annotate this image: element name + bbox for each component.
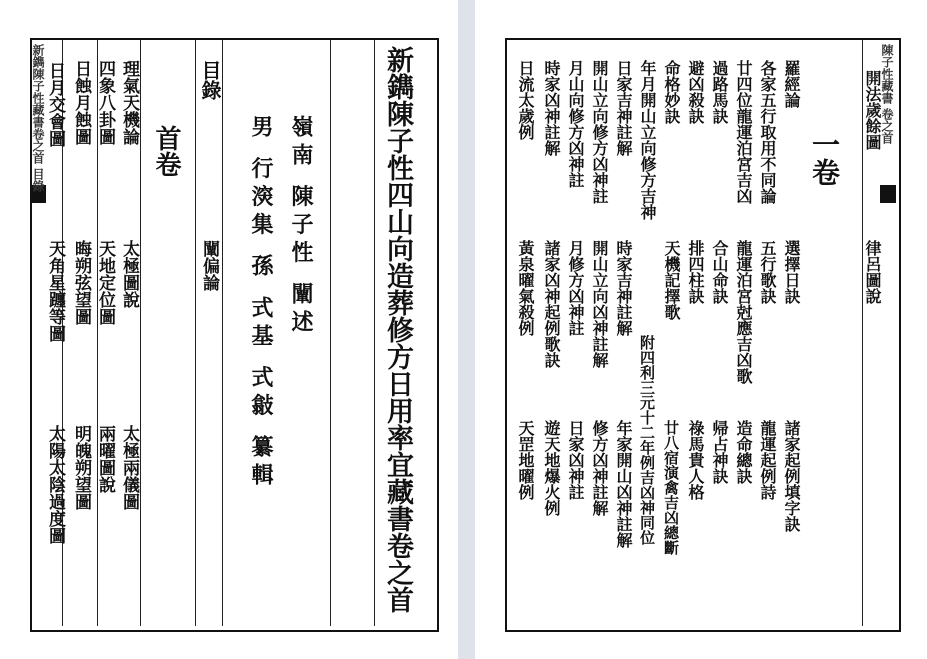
left-page [0, 0, 458, 659]
toc-item: 開法歲餘圖 [863, 70, 882, 150]
toc-item: 時家凶神註解 [542, 60, 561, 156]
toc-item: 太極兩儀圖 [119, 425, 139, 510]
toc-item: 合山命訣 [710, 240, 729, 304]
toc-item: 選擇日訣 [782, 240, 801, 304]
toc-item: 明魄朔望圖 [71, 425, 91, 510]
author-line: 男 行㴱集 孫 式基 式㪧 纂輯 [248, 115, 274, 492]
toc-item: 帰占神訣 [710, 420, 729, 484]
toc-item: 各家五行取用不同論 [758, 60, 777, 204]
toc-item: 五行歌訣 [758, 240, 777, 304]
toc-item: 日家吉神註解 [614, 60, 633, 156]
author-line: 嶺南 陳子性 闡述 [288, 115, 314, 339]
column-rule [374, 40, 375, 626]
toc-item: 黃泉曜氣殺例 [516, 240, 535, 336]
column-rule [195, 40, 196, 626]
toc-item: 諸家起例填字訣 [782, 420, 801, 532]
right-page-frame [505, 38, 901, 632]
toc-item: 排四柱訣 [686, 240, 705, 304]
toc-item: 闡偏論 [199, 240, 219, 291]
toc-item: 龍運起例詩 [758, 420, 777, 500]
toc-item: 附四利三元十二年例吉凶神同位 [638, 335, 656, 545]
toc-item: 諸家凶神起例歌訣 [542, 240, 561, 368]
fold-edge-text: 新鐫陳子性藏書卷之首 目錄 [31, 44, 45, 193]
column-rule [222, 40, 223, 626]
volume-heading: 首卷 [151, 125, 181, 177]
toc-item: 四象八卦圖 [95, 60, 115, 145]
toc-item: 太極圖說 [119, 240, 139, 308]
toc-item: 日蝕月蝕圖 [71, 60, 91, 145]
toc-item: 日家凶神註 [566, 420, 585, 500]
toc-item: 開山立向凶神註解 [590, 240, 609, 368]
toc-item: 晦朔弦望圖 [71, 240, 91, 325]
toc-item: 天機記擇歌 [662, 240, 681, 320]
toc-item: 太陽太陰過度圖 [45, 425, 65, 544]
left-page-frame [30, 38, 439, 632]
toc-item: 年家開山凶神註解 [614, 420, 633, 548]
toc-heading: 目錄 [198, 60, 222, 100]
toc-item: 律呂圖說 [863, 240, 882, 304]
toc-item: 日流太歲例 [516, 60, 535, 140]
volume-heading: 一卷 [808, 130, 841, 186]
toc-item: 廿八宿演禽吉凶總斷 [662, 420, 680, 555]
toc-item: 龍運泊宮尅應吉凶歌 [734, 240, 753, 384]
fold-band [880, 185, 896, 203]
toc-item: 羅經論 [782, 60, 801, 108]
column-rule [330, 40, 331, 626]
toc-item: 修方凶神註解 [590, 420, 609, 516]
right-page [475, 0, 927, 659]
toc-item: 天罡地曜例 [516, 420, 535, 500]
toc-item: 天角星躔等圖 [45, 240, 65, 342]
toc-item: 過路馬訣 [710, 60, 729, 124]
toc-item: 廿四位龍運泊宮吉凶 [734, 60, 753, 204]
toc-item: 命格妙訣 [662, 60, 681, 124]
toc-item: 兩曜圖說 [95, 425, 115, 493]
toc-item: 避凶殺訣 [686, 60, 705, 124]
toc-item: 日月交會圖 [45, 62, 65, 147]
toc-item: 月修方凶神註 [566, 240, 585, 336]
toc-item: 造命總訣 [734, 420, 753, 484]
toc-item: 理氣天機論 [119, 60, 139, 145]
page-gutter [458, 0, 475, 659]
book-title: 新鐫陳子性四山向造葬修方日用率宜藏書卷之首 [382, 46, 413, 613]
toc-item: 年月開山立向修方吉神 [638, 60, 657, 220]
column-rule [140, 40, 141, 626]
toc-item: 時家吉神註解 [614, 240, 633, 336]
toc-item: 祿馬貴人格 [686, 420, 705, 500]
fold-edge-text: 陳子性藏書 卷之首 [880, 44, 894, 145]
toc-item: 月山向修方凶神註 [566, 60, 585, 188]
toc-item: 天地定位圖 [95, 240, 115, 325]
toc-item: 開山立向修方凶神註 [590, 60, 609, 204]
toc-item: 遊天地爆火例 [542, 420, 561, 516]
